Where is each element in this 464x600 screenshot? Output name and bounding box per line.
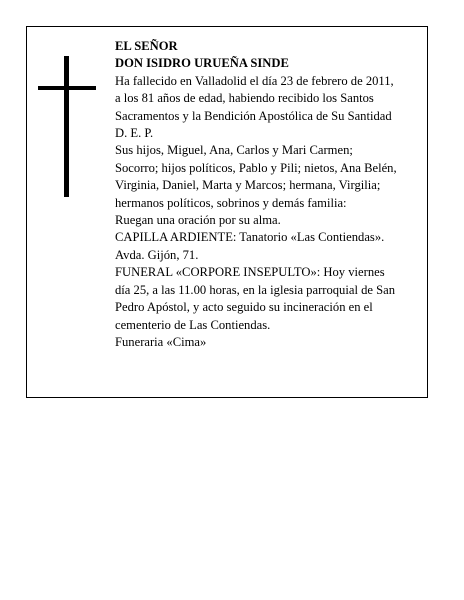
body-line: FUNERAL «CORPORE INSEPULTO»: Hoy viernes [115,265,385,280]
cross-vertical-bar [64,56,69,197]
body-line: Ha fallecido en Valladolid el día 23 de febrero de 2011, [115,73,394,88]
body-line: día 25, a las 11.00 horas, en la iglesia parroquial de San [115,282,396,297]
body-line: Sus hijos, Miguel, Ana, Carlos y Mari Carmen; [115,143,353,158]
body-line: Pedro Apóstol, y acto seguido su incineración en el [115,300,373,315]
body-line: cementerio de Las Contiendas. [115,317,271,332]
body-line: Funeraria «Cima» [115,334,207,349]
body-line: Avda. Gijón, 71. [115,247,199,262]
heading-line-name: DON ISIDRO URUEÑA SINDE [115,56,289,71]
body-line: Virginia, Daniel, Marta y Marcos; hermana, Virgilia; [115,178,381,193]
heading-line-title: EL SEÑOR [115,39,178,53]
body-line: Ruegan una oración por su alma. [115,213,281,228]
body-line: hermanos políticos, sobrinos y demás familia: [115,195,347,210]
body-line: Sacramentos y la Bendición Apostólica de Su Santidad [115,108,392,123]
body-line: a los 81 años de edad, habiendo recibido los Santos [115,91,374,106]
obituary-text [115,38,423,351]
body-line: CAPILLA ARDIENTE: Tanatorio «Las Contiendas». [115,230,385,245]
body-line: D. E. P. [115,126,154,141]
cross-horizontal-bar [38,86,96,90]
body-line: Socorro; hijos políticos, Pablo y Pili; nietos, Ana Belén, [115,160,397,175]
